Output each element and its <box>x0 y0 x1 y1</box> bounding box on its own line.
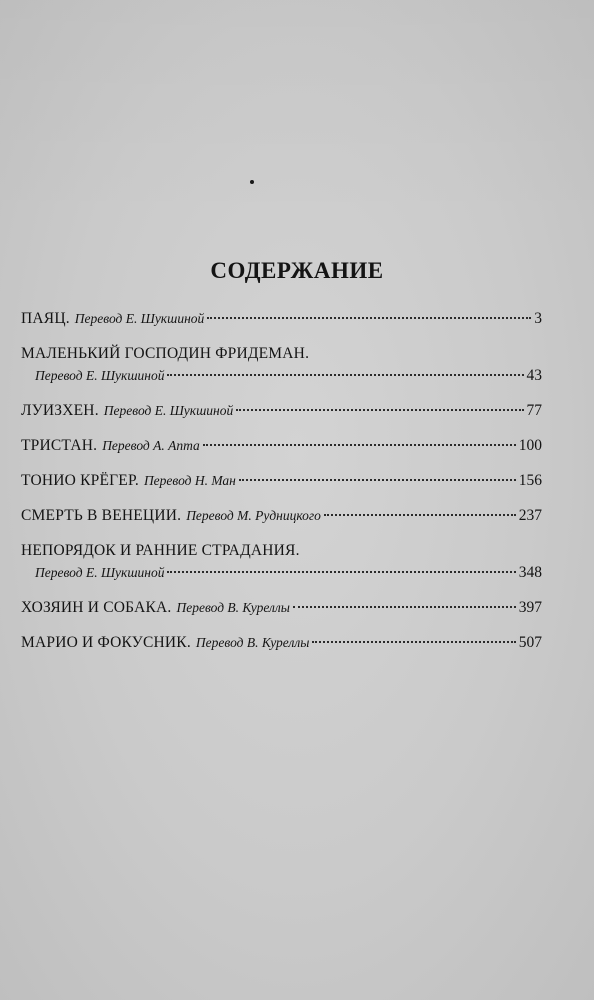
toc-entry <box>21 632 542 654</box>
page-number: 100 <box>518 437 542 454</box>
page-number: 397 <box>518 599 542 616</box>
translator: Перевод В. Куреллы <box>176 600 290 615</box>
story-title: МАРИО И ФОКУСНИК. <box>21 634 191 651</box>
dot-leader <box>167 571 515 573</box>
page-number: 348 <box>518 564 542 581</box>
toc-entry <box>21 505 542 527</box>
page-title: СОДЕРЖАНИЕ <box>210 258 384 283</box>
dot-leader <box>293 606 516 608</box>
translator: Перевод В. Куреллы <box>195 635 310 650</box>
page-number: 507 <box>518 634 542 651</box>
story-title: МАЛЕНЬКИЙ ГОСПОДИН ФРИДЕМАН. <box>21 345 310 362</box>
page-number: 43 <box>526 367 542 384</box>
dot-leader <box>203 444 516 446</box>
translator: Перевод Е. Шукшиной <box>35 368 165 383</box>
dot-leader <box>236 409 523 411</box>
translator: Перевод Е. Шукшиной <box>103 403 234 418</box>
table-of-contents <box>21 308 542 667</box>
toc-entry <box>21 540 542 584</box>
dot-leader <box>312 641 515 643</box>
page-number: 156 <box>518 472 542 489</box>
toc-entry <box>21 470 542 492</box>
story-title: ТОНИО КРЁГЕР. <box>21 472 139 489</box>
translator: Перевод Е. Шукшиной <box>35 565 165 580</box>
story-title: ЛУИЗХЕН. <box>21 402 99 419</box>
story-title: ХОЗЯИН И СОБАКА. <box>21 599 172 616</box>
page-number: 77 <box>526 402 542 419</box>
toc-entry <box>21 343 542 387</box>
story-title: НЕПОРЯДОК И РАННИЕ СТРАДАНИЯ. <box>21 542 300 559</box>
dot-leader <box>207 317 531 319</box>
print-dot <box>250 180 254 184</box>
toc-entry <box>21 435 542 457</box>
translator: Перевод М. Рудницкого <box>186 508 321 523</box>
dot-leader <box>239 479 516 481</box>
translator: Перевод А. Апта <box>102 438 200 453</box>
story-title: СМЕРТЬ В ВЕНЕЦИИ. <box>21 507 182 524</box>
page-number: 237 <box>518 507 542 524</box>
toc-entry <box>21 308 542 330</box>
page-number: 3 <box>534 310 542 327</box>
show-through-text <box>0 0 594 230</box>
story-title: ПАЯЦ. <box>21 310 70 327</box>
story-title: ТРИСТАН. <box>21 437 98 454</box>
toc-entry <box>21 597 542 619</box>
dot-leader <box>324 514 516 516</box>
translator: Перевод Н. Ман <box>143 473 236 488</box>
translator: Перевод Е. Шукшиной <box>74 311 205 326</box>
toc-entry <box>21 400 542 422</box>
dot-leader <box>167 374 523 376</box>
